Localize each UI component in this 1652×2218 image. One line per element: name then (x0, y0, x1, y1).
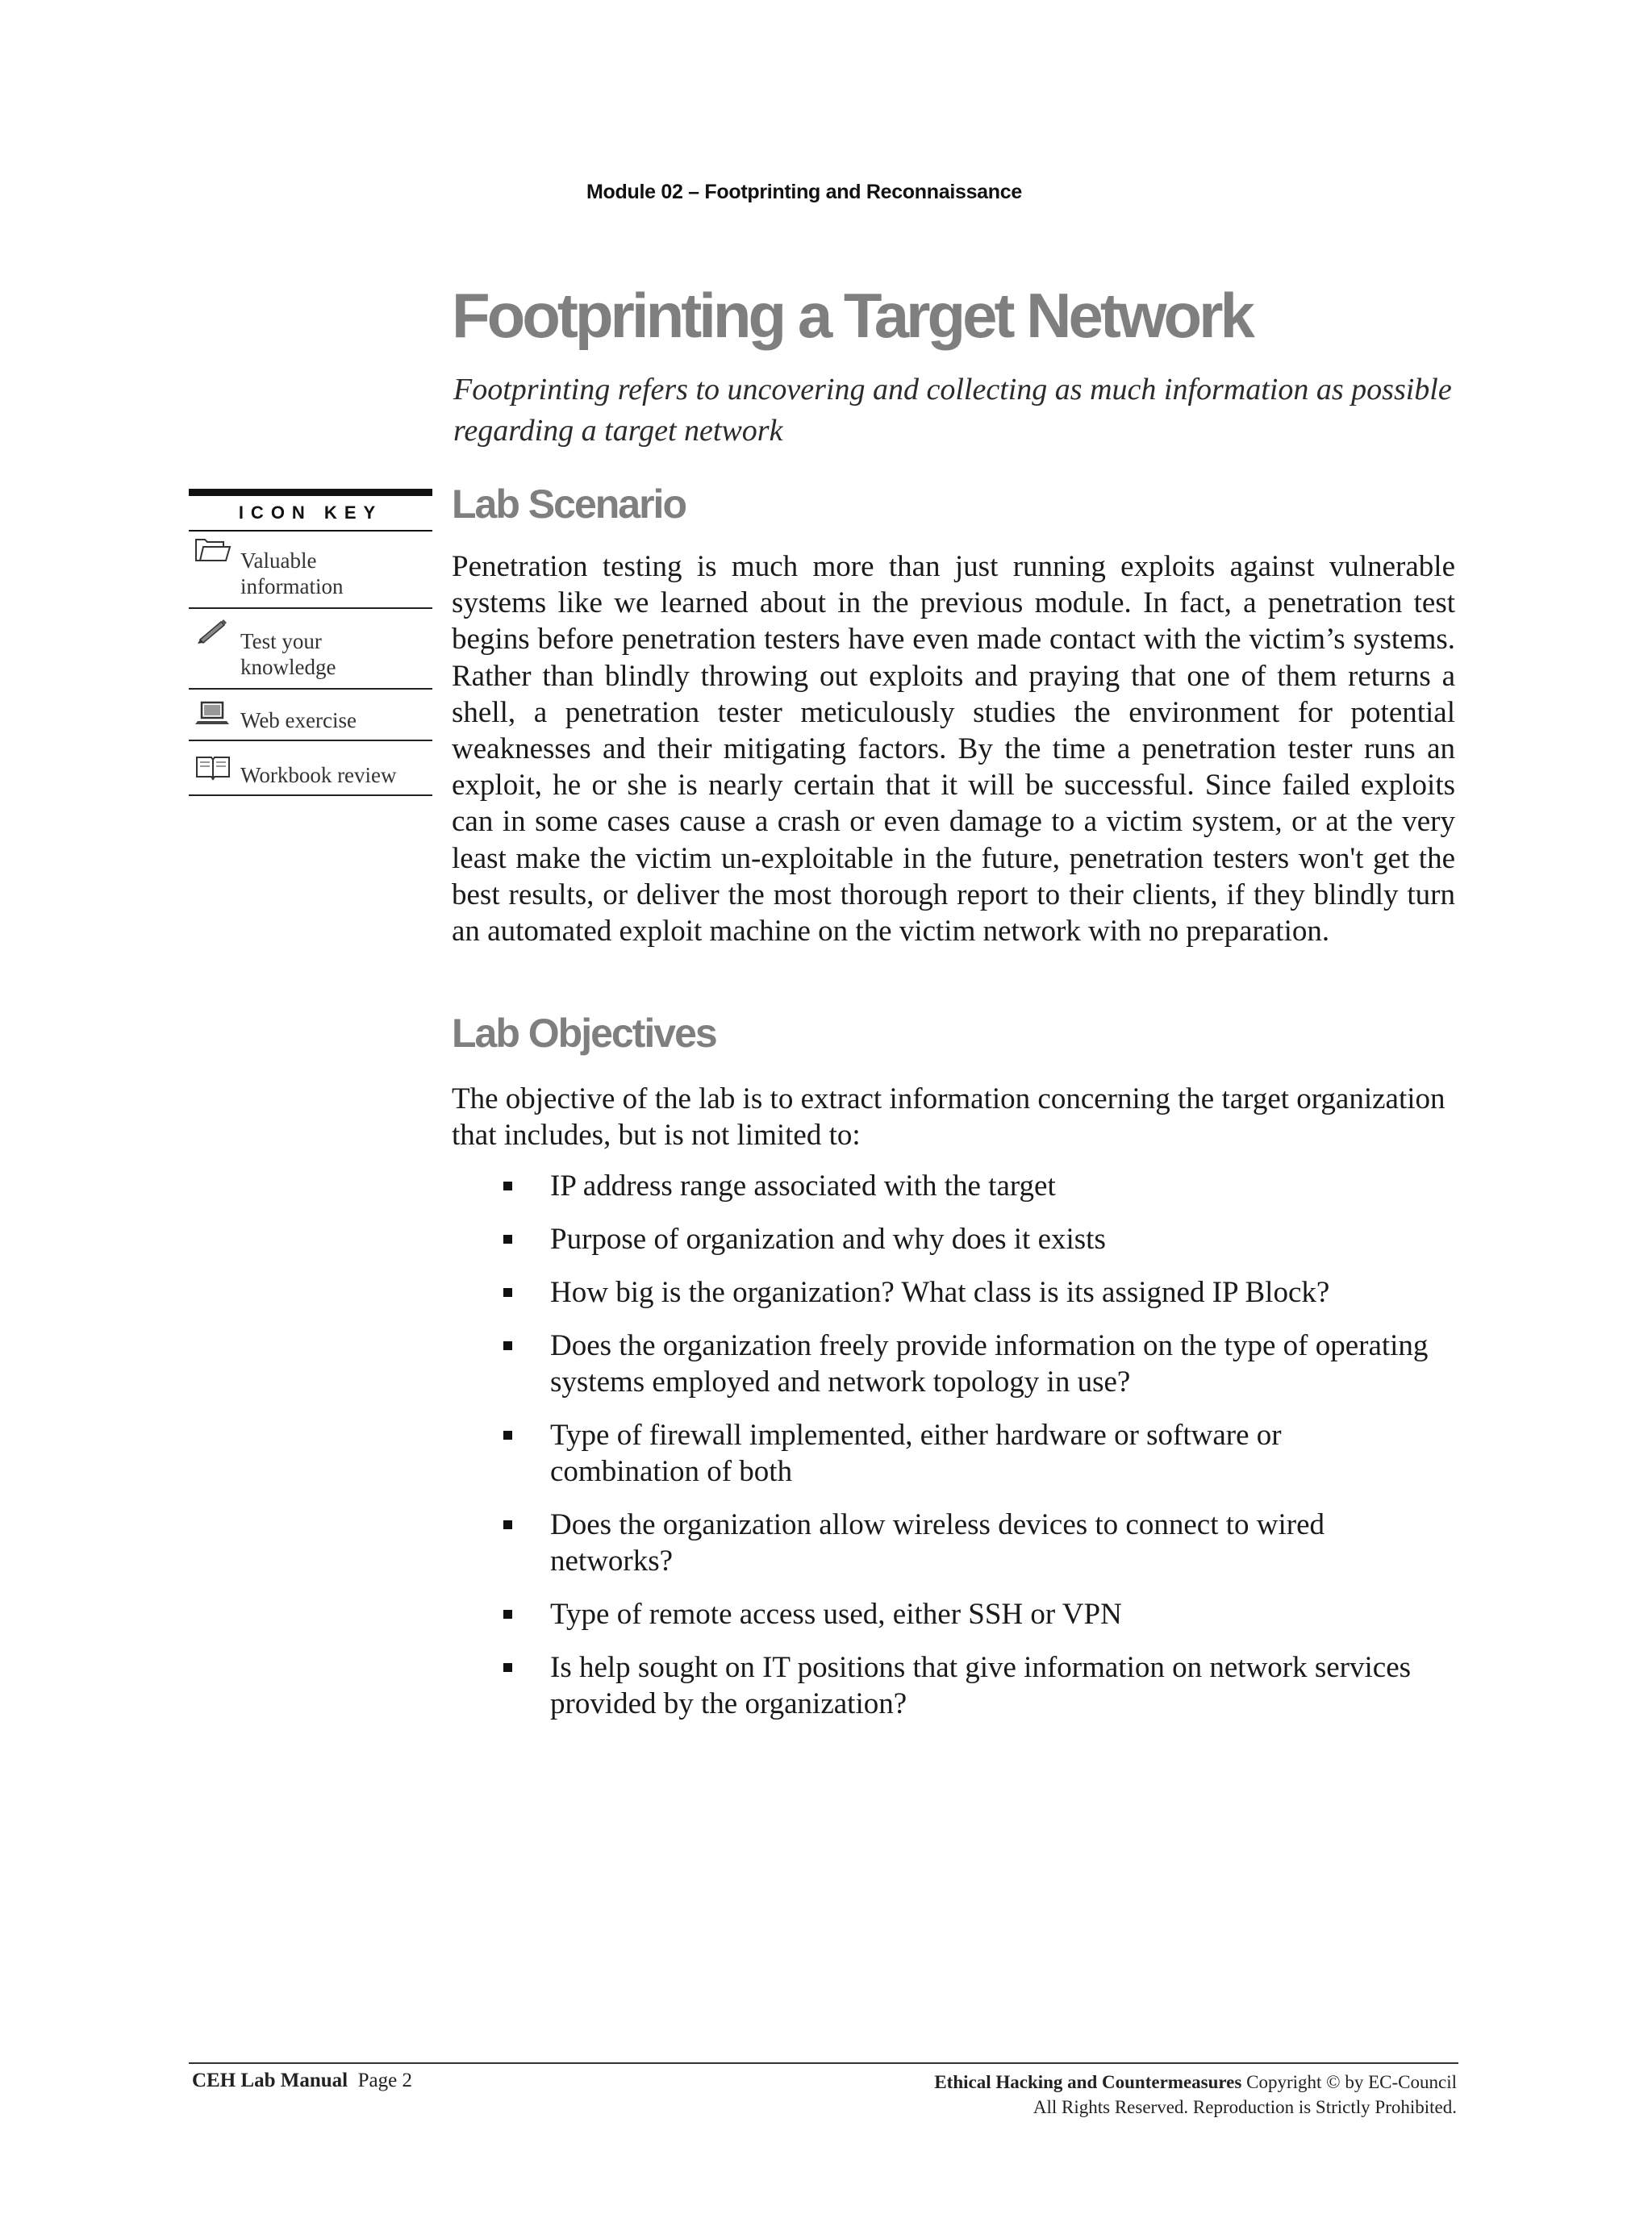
bullet-icon (503, 1663, 512, 1672)
footer-left (192, 2070, 412, 2092)
list-item (500, 1507, 1436, 1579)
footer-divider (189, 2062, 1458, 2064)
icon-key-web-exercise (189, 690, 432, 741)
list-item-text: Purpose of organization and why does it exists (550, 1223, 1106, 1256)
icon-key-title: ICON KEY (189, 489, 432, 532)
lab-objectives-heading: Lab Objectives (452, 1011, 716, 1056)
footer-rights: All Rights Reserved. Reproduction is Strictly Prohibited. (1032, 2097, 1457, 2117)
book-icon (194, 754, 232, 782)
footer-right (934, 2070, 1457, 2120)
list-item-text: IP address range associated with the target (550, 1169, 1056, 1203)
icon-key-valuable-information (189, 532, 432, 609)
list-item-text: How big is the organization? What class is its assigned IP Block? (550, 1276, 1330, 1309)
laptop-icon (194, 699, 232, 727)
lab-scenario-heading: Lab Scenario (452, 482, 686, 527)
bullet-icon (503, 1610, 512, 1619)
folder-icon (194, 536, 232, 564)
page-subtitle: Footprinting refers to uncovering and collecting as much information as possible regarding a target network (453, 373, 1452, 448)
list-item-text: Type of remote access used, either SSH or VPN (550, 1598, 1122, 1631)
footer-copyright: Copyright © by EC-Council (1246, 2072, 1457, 2092)
list-item (500, 1274, 1436, 1311)
footer-course-name: Ethical Hacking and Countermeasures (934, 2072, 1242, 2092)
list-item (500, 1221, 1436, 1257)
list-item (500, 1596, 1436, 1632)
list-item-text: Type of firewall implemented, either hardware or software or combination of both (550, 1419, 1282, 1488)
list-item-text: Does the organization freely provide information on the type of operating systems employed and network topology in use? (550, 1329, 1429, 1399)
icon-key-label: information (240, 574, 344, 598)
lab-objectives-intro: The objective of the lab is to extract information concerning the target organization that includes, but is not limited to: (452, 1082, 1446, 1152)
list-item (500, 1649, 1436, 1722)
module-header: Module 02 – Footprinting and Reconnaissance (586, 181, 1022, 203)
icon-key-label: Web exercise (240, 708, 357, 732)
icon-key-label: Workbook review (240, 763, 397, 787)
list-item-text: Does the organization allow wireless devices to connect to wired networks? (550, 1508, 1325, 1578)
icon-key-label: knowledge (240, 655, 336, 679)
lab-scenario-text: Penetration testing is much more than just running exploits against vulnerable systems like we learned about in the previous module. In fact, a penetration test begins before penetration testers have even made contact with the victim’s systems. Rather than blindly throwing out exploits and praying that one of them returns a shell, a penetration tester meticulously studies the environment for potential weaknesses and their mitigating factors. By the time a penetration tester runs an exploit, he or she is nearly certain that it will be successful. Since failed exploits can in some cases cause a crash or even damage to a victim system, or at the very least make the victim un-exploitable in the future, penetration testers won't get the best results, or deliver the most thorough report to their clients, if they blindly turn an automated exploit machine on the victim network with no preparation. (452, 550, 1455, 948)
bullet-icon (503, 1520, 512, 1529)
footer-page-number: Page 2 (357, 2070, 412, 2091)
bullet-icon (503, 1288, 512, 1297)
list-item (500, 1328, 1436, 1400)
bullet-icon (503, 1182, 512, 1190)
icon-key-test-knowledge (189, 609, 432, 690)
bullet-icon (503, 1341, 512, 1350)
pencil-icon (194, 617, 232, 644)
icon-key-workbook-review (189, 741, 432, 796)
icon-key-label: Test your (240, 629, 322, 653)
bullet-icon (503, 1431, 512, 1440)
objectives-list (500, 1168, 1436, 1739)
icon-key-sidebar (189, 489, 432, 796)
list-item (500, 1168, 1436, 1204)
list-item (500, 1417, 1436, 1490)
icon-key-label: Valuable (240, 548, 317, 573)
page-title: Footprinting a Target Network (452, 280, 1252, 351)
footer-manual-name: CEH Lab Manual (192, 2070, 348, 2091)
bullet-icon (503, 1235, 512, 1244)
list-item-text: Is help sought on IT positions that give information on network services provided by the organization? (550, 1651, 1412, 1720)
